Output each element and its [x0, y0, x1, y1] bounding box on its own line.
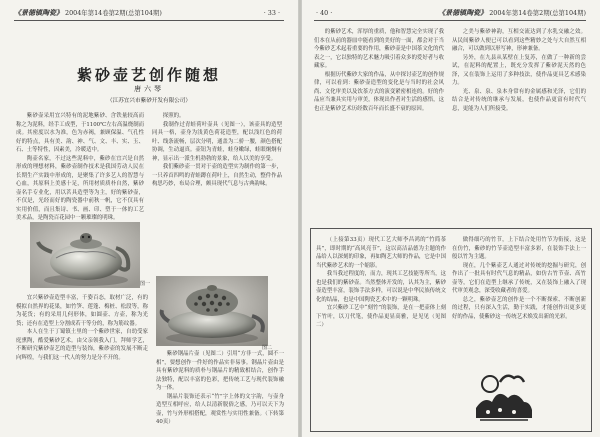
right-page: [302, 0, 600, 437]
pierced-teapot-image: [156, 276, 268, 346]
header-rule: [14, 20, 284, 21]
paragraph: 钢晶片装饰还表示“竹”字上体的文字韵，与壶身造型互相呼应，给人以清新脱俗之感，乃可以天下为壶，竹与外形相搭配，观赏性与实用性兼备。（下转第40页）: [156, 393, 284, 425]
author-affiliation: （江苏宜兴市紫砂开发有限公司）: [107, 98, 191, 104]
paragraph: 本人在生于丁蜀镇土里的一个紫砂世家，自幼受家庭熏陶，酷爱紫砂艺术。由父亲领我入门，拜师学艺，不断研究紫砂壶艺的造型与装饰，紫砂壶的发展不断走向辉煌，与我们这一代人的努力是分不开的。: [16, 329, 148, 361]
paragraph: 总之，紫砂壶艺的创作是一个不断探索、不断创新的过程，只有深入生活，勤于实践，才能创作出更多更好的作品，使紫砂这一传统艺术焕发出新的光彩。: [452, 296, 586, 320]
paragraph: 做得细巧的竹节，上下结合处用竹节为衔接，这是在仿竹，紫砂的竹节壶造型丰富多彩，在装饰手法上一般以竹为主题。: [452, 237, 586, 260]
left-page: [0, 0, 298, 437]
paragraph: 我们紫砂壶一贯对于壶的造型实为制作的第一步，一只养首四鸣的青蛙蹲在荷叶上，自然生动，整件作品构思巧妙，布局合理，颇具现代气息与古典韵味。: [152, 164, 282, 187]
paragraph: 另外，在九县从某壁在上复苏，在做了一种新的尝试，在泥料的配置上，既充分发挥了紫砂泥天然的色泽，又在装饰上运用了多种技法，使作品更具艺术感染力。: [452, 54, 586, 86]
paragraph: 我制作过青蛙荷叶壶具（见图一），该壶具的造型同具一格，壶身为浅黄色荷花造型，配以浅红色的荷叶、线条流畅，层次分明，通盖为二骄一腰，颜色搭配协调，生动逼真。壶钮为青蛙，蛙身嫩绿，蛙眼炯炯有神，显示出一派生机勃勃的景象，给人以美的享受。: [152, 121, 282, 162]
paragraph: 的紫砂艺术，浑厚的重质，他和智慧完全实现了我们本在从前的器皿中能看到的美好的一面，都会对于当今紫砂艺术起着重要的作用，紫砂壶是中国茶文化的代表之一，它以独特的艺术魅力吸引着众多的爱好者与收藏家。: [314, 29, 444, 69]
paragraph: 紫砂壶采用宜兴特有的泥地紫砂、含铁量较高而称之为泥料，经手工成型，于1100℃左右高温烧制而成。其密度以水为准，色为赤褐，兼顾保温、气孔性好的特点，具有美、韵、神、气、文、丰、实、玉、石、土等特性，因素美，冷暖适中。: [16, 113, 144, 153]
figure1-photo: [30, 222, 140, 288]
left-col2-bottom-text: [156, 350, 284, 430]
left-page-number: · 33 ·: [263, 9, 280, 17]
issue-info: 2004年第14卷第2期(总第104期): [489, 9, 586, 17]
box-col2-text: [452, 236, 586, 366]
paragraph: 光、泉、泉、泉本身常有的金属感和光泽，它们的结合是对传统的继承与发展，也使作品更富有时代气息，更能为人们所接受。: [452, 88, 586, 112]
box-col1-text: [316, 236, 446, 426]
lotus-teapot-image: [30, 222, 140, 288]
right-page-number: · 40 ·: [316, 9, 333, 17]
left-col1-bottom-text: [16, 294, 148, 430]
left-col2-text: [152, 112, 282, 222]
article-title: 紫砂壶艺创作随想: [76, 66, 221, 84]
paragraph: 根据历代紫砂大家的作品，从中探讨壶艺的创作规律，可以看到：紫砂壶造型的变化是与当时的社会风尚、文化审美以及饮茶方式的演变紧密相连的。好的作品应当兼具实用与审美，体现出作者对生活的感悟，这也正是紫砂艺术历经数百年而长盛不衰的原因。: [314, 71, 444, 112]
paragraph: 探照的。: [162, 113, 185, 119]
right-top-col2-text: [452, 28, 586, 158]
figure2-photo: [156, 276, 268, 346]
paragraph: 宜兴紫砂工艺中“刻竹”的装饰，是在一把壶体上刻下竹叶，以刀代笔，使作品更显高雅，是见见（见图二）: [316, 305, 446, 328]
paragraph: （上接第33页）现代工艺大师李昌鸿的“竹简茶具”，即时期的“高风亮节”，这以高洁品德为主题的作品给人以深刻的印象，再如陶艺大师的作品，它是中国当代紫砂艺术的一个缩影。: [316, 237, 446, 269]
journal-name: 《景德镇陶瓷》: [438, 8, 488, 17]
figure2-caption: 图二: [262, 345, 273, 351]
article-author: 唐六琴: [134, 85, 164, 93]
left-header-journal: [14, 7, 162, 19]
header-rule: [314, 20, 586, 21]
journal-name: 《景德镇陶瓷》: [14, 8, 63, 17]
decorative-illustration: [470, 368, 536, 424]
issue-info: 2004年第14卷第2期(总第104期): [65, 9, 162, 17]
right-top-col1-text: [314, 28, 444, 158]
paragraph: 之美与紫砂神韵，互相交流达到了水乳交融之效。从民间紫砂人便已可以看到这些精妙之处与大自然互相融合，可以做到以形写神，形神兼备。: [452, 29, 586, 52]
paragraph: 我当我过程度的，而力，现其工艺技能等所当，这也是我们的紫砂壶。当然整体开发的，认其为主，紫砂壶造型丰富，装饰手法多样，可以说是中华民族传统文化的结晶，也是中国陶瓷艺术中的一颗明珠。: [316, 271, 446, 303]
paragraph: 紫砂钢晶片壶（见图二）引用“方非一式，圆不一相”，要想创作一件好的作品实非易事。钢晶片壶由是具有紫砂泥料的质朴与钢晶片的精致相结合，创作手法独特，配以丰富的色彩，把传统工艺与现代装饰融为一体。: [156, 351, 284, 391]
figure1-caption: 图一: [140, 281, 151, 287]
paragraph: 现在，几个紫壶艺人通过对传统的挖掘与研究，创作出了一批具有时代气息的精品，如仿古竹节壶、高竹壶等，它们在造型上继承了传统，又在装饰上融入了现代审美观念，深受收藏者的喜爱。: [452, 262, 586, 294]
left-col1-text: [16, 112, 144, 222]
ink-landscape-icon: [470, 368, 536, 424]
right-header-journal: [438, 7, 586, 19]
paragraph: 宜兴紫砂壶造型丰富，千姿百态，取材广泛，有的模拟自然界的花果，如竹笋、莲蓬、梅桩、松段等，称为花货；有的采用几何形体，如圆壶、方壶，称为光货；还有在造型上分割成若干等分的，称为筋纹器。: [16, 295, 148, 327]
paragraph: 陶壶名家，不过这些泥料中，紫砂在宜兴是自然形成的理想材料，紫砂壶制作技术是我国劳动人民在长期生产实践中形成的，是聚集了许多艺人的智慧与心血，其原料上美感十足，所用材质质朴自然，紫砂壶名手专业化，用以茗具造型等为主，好的紫砂壶，不仅是，光经而好的陶瓷器中前秋一帆，它不仅具有实用价值，而且集诗、书、画、印、塑于一体的工艺美术品，是陶瓷百花园中一颗璀璨的明珠。: [16, 155, 144, 221]
